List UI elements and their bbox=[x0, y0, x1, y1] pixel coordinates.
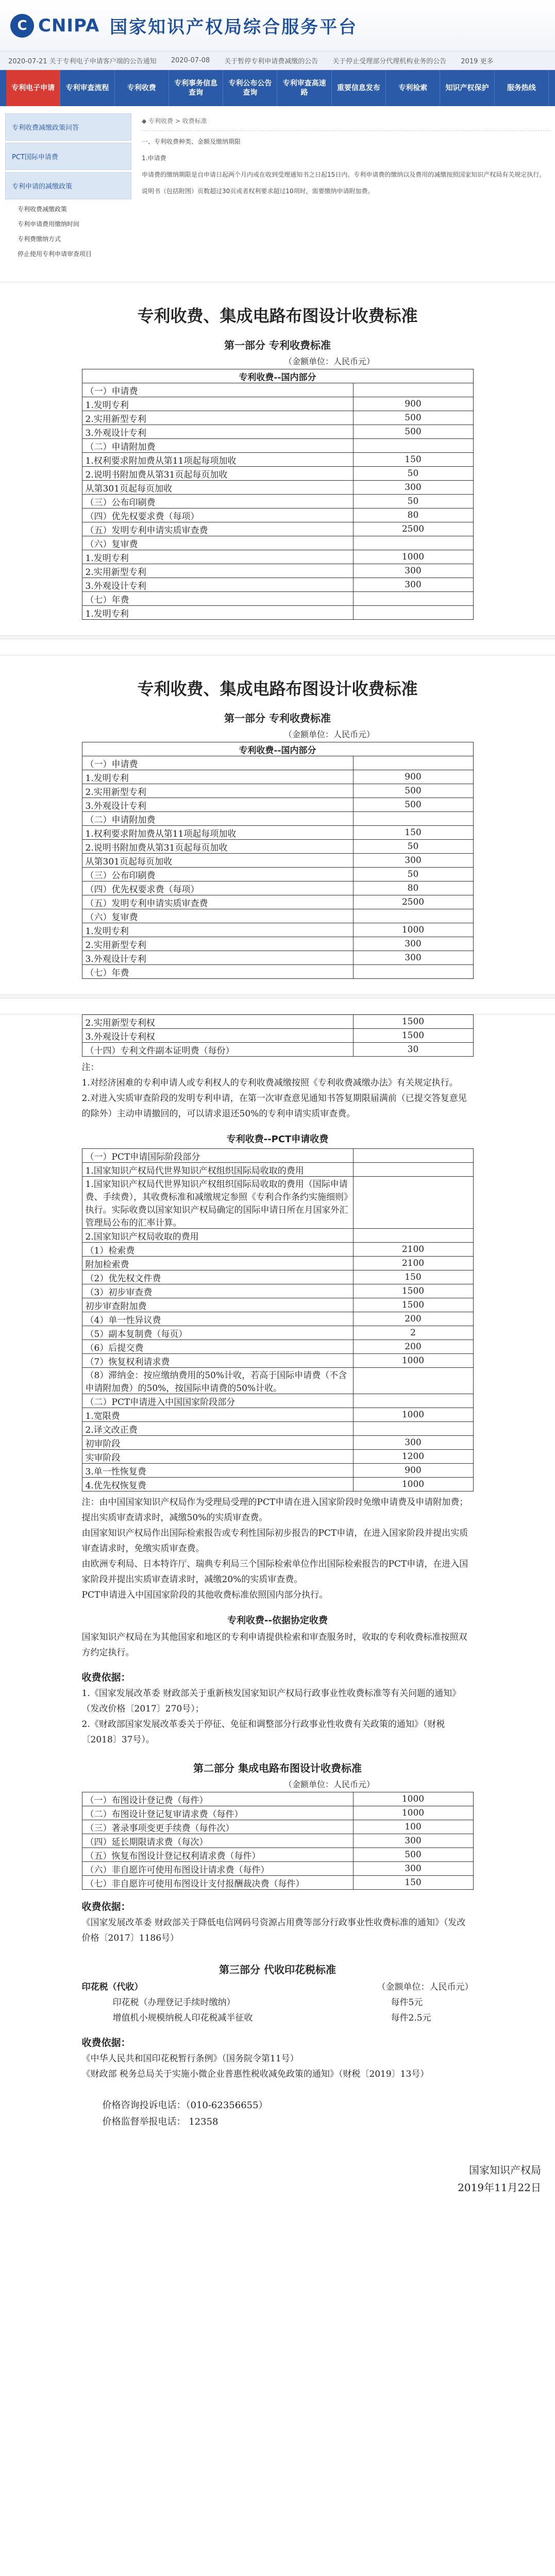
fee-item-cell: （四）优先权要求费（每项） bbox=[82, 509, 353, 522]
nav-item-pph[interactable]: 专利审查高速路 bbox=[277, 70, 331, 106]
table-row bbox=[82, 1464, 473, 1478]
table-row bbox=[82, 1368, 473, 1394]
site-logo[interactable] bbox=[10, 14, 110, 38]
fee-amount-cell: 100 bbox=[353, 1820, 473, 1834]
content-layout bbox=[0, 106, 555, 261]
fee-item-cell: （七）年费 bbox=[82, 592, 353, 606]
complaint-phone: 价格咨询投诉电话：（010-62356655） bbox=[102, 2100, 268, 2111]
news-item[interactable]: 关于暂停专利申请费减缴的公告 bbox=[224, 58, 318, 65]
sidebar bbox=[5, 113, 131, 261]
table-row bbox=[82, 439, 473, 453]
table-row bbox=[82, 1149, 473, 1163]
table-row bbox=[82, 1229, 473, 1243]
tax-title: 印花税（代收） bbox=[81, 1982, 143, 1992]
note-line: PCT申请进入中国国家阶段的其他收费标准依照国内部分执行。 bbox=[81, 1590, 328, 1600]
fee-item-cell: （三）公布印刷费 bbox=[82, 868, 353, 882]
nav-item-search[interactable]: 专利检索 bbox=[386, 70, 440, 106]
nav-item-protection[interactable]: 知识产权保护 bbox=[440, 70, 494, 106]
nav-item-review-process[interactable]: 专利审查流程 bbox=[60, 70, 114, 106]
fee-amount-cell: 300 bbox=[353, 1436, 473, 1450]
fee-item-cell: （四）优先权要求费（每项） bbox=[82, 882, 353, 895]
note-line: 由国家知识产权局作出国际检索报告或专利性国际初步报告的PCT申请，在进入国家阶段并提出实质审查请求时，免缴实质审查费。 bbox=[81, 1528, 468, 1554]
table-row bbox=[82, 1876, 473, 1890]
fee-amount-cell bbox=[353, 1394, 473, 1408]
table-row bbox=[82, 1029, 473, 1043]
table-row bbox=[82, 592, 473, 606]
fee-amount-cell bbox=[353, 909, 473, 923]
fee-amount-cell: 500 bbox=[353, 425, 473, 439]
intro-paragraph: 说明书（包括附图）页数超过30页或者权利要求超过10项时，需要缴纳申请附加费。 bbox=[142, 188, 374, 195]
basis-list bbox=[82, 1686, 474, 1748]
fee-table bbox=[82, 1014, 474, 1057]
fee-item-cell: （二）布图设计登记复审请求费（每件） bbox=[82, 1806, 353, 1820]
fee-item-cell: （六）复审费 bbox=[82, 909, 353, 923]
fee-amount-cell bbox=[353, 439, 473, 453]
basis-title: 收费依据： bbox=[81, 1672, 131, 1683]
table-row bbox=[82, 1862, 473, 1876]
table-row bbox=[82, 1163, 473, 1177]
fee-amount-cell: 30 bbox=[353, 1043, 473, 1057]
nav-item-info-query[interactable]: 专利事务信息查询 bbox=[169, 70, 223, 106]
table-header-cell: 专利收费--国内部分 bbox=[82, 742, 473, 756]
main-content bbox=[131, 113, 550, 261]
issue-date: 2019年11月22日 bbox=[458, 2181, 541, 2194]
fee-item-cell: 3.单一性恢复费 bbox=[82, 1464, 353, 1478]
fee-amount-cell: 50 bbox=[353, 868, 473, 882]
table-row bbox=[82, 1422, 473, 1436]
fee-amount-cell: 300 bbox=[353, 1834, 473, 1848]
fee-item-cell: 附加检索费 bbox=[82, 1257, 353, 1270]
table-row bbox=[82, 784, 473, 798]
fee-amount-cell: 1500 bbox=[353, 1029, 473, 1043]
nav-item-notices[interactable]: 重要信息发布 bbox=[332, 70, 386, 106]
fee-amount-cell: 2100 bbox=[353, 1243, 473, 1257]
fee-amount-cell: 150 bbox=[353, 1270, 473, 1284]
fee-amount-cell: 1000 bbox=[353, 1408, 473, 1422]
ic-basis: 《国家发展改革委 财政部关于降低电信网码号资源占用费等部分行政事业性收费标准的通知》（发改价格〔2017〕1186号） bbox=[81, 1918, 466, 1943]
fee-item-cell: （3）初步审查费 bbox=[82, 1284, 353, 1298]
fee-amount-cell bbox=[353, 1177, 473, 1229]
fee-item-cell: （8）滞纳金：按应缴纳费用的50%计收，若高于国际申请费（不含申请附加费）的50%，按国际申请费的50%计收。 bbox=[82, 1368, 353, 1394]
table-row bbox=[82, 1820, 473, 1834]
fee-item-cell: 1.国家知识产权局代世界知识产权组织国际局收取的费用 bbox=[82, 1163, 353, 1177]
table-row bbox=[82, 826, 473, 840]
fee-item-cell: 1.发明专利 bbox=[82, 397, 353, 411]
sidebar-item-fee-qa[interactable]: 专利收费减缴政策问答 bbox=[5, 113, 131, 141]
signature-block bbox=[77, 2161, 541, 2196]
table-row bbox=[82, 453, 473, 467]
table-row bbox=[82, 965, 473, 979]
table-row bbox=[82, 1312, 473, 1326]
news-item[interactable]: 2019 更多 bbox=[461, 58, 494, 65]
fee-amount-cell bbox=[353, 1163, 473, 1177]
fee-item-cell: 3.外观设计专利 bbox=[82, 425, 353, 439]
fee-item-cell: （六）复审费 bbox=[82, 536, 353, 550]
fee-amount-cell: 300 bbox=[353, 578, 473, 592]
fee-amount-cell: 1500 bbox=[353, 1298, 473, 1312]
fee-item-cell: （4）单一性异议费 bbox=[82, 1312, 353, 1326]
currency-unit: （金额单位：人民币元） bbox=[283, 730, 375, 739]
fee-amount-cell: 150 bbox=[353, 453, 473, 467]
fee-item-cell: 初步审查附加费 bbox=[82, 1298, 353, 1312]
site-header bbox=[0, 0, 555, 52]
table-row bbox=[82, 1043, 473, 1057]
fee-item-cell: 1.发明专利 bbox=[82, 770, 353, 784]
fee-item-cell: 1.发明专利 bbox=[82, 606, 353, 620]
section-divider bbox=[0, 994, 555, 998]
table-row bbox=[82, 895, 473, 909]
table-row bbox=[82, 1834, 473, 1848]
table-row bbox=[82, 481, 473, 495]
fee-item-cell: 2.译文改正费 bbox=[82, 1422, 353, 1436]
fee-amount-cell: 500 bbox=[353, 411, 473, 425]
sidebar-subitem[interactable]: 停止使用专利申请审查项目 bbox=[18, 250, 92, 258]
note-line: 注：由中国国家知识产权局作为受理局受理的PCT申请在进入国家阶段时免缴申请费及申请附加费；提出实质审查请求时，减缴50%的实质审查费。 bbox=[81, 1497, 468, 1523]
news-item[interactable]: 2020-07-21 关于专利电子申请客户端的公告通知 bbox=[8, 58, 157, 65]
table-row bbox=[82, 1326, 473, 1340]
fee-document-2 bbox=[0, 655, 555, 979]
fee-item-cell: 2.实用新型专利权 bbox=[82, 1015, 353, 1029]
table-row bbox=[82, 770, 473, 784]
table-header-row bbox=[82, 369, 473, 383]
fee-item-cell: 1.发明专利 bbox=[82, 923, 353, 937]
fee-amount-cell: 900 bbox=[353, 770, 473, 784]
table-row bbox=[82, 1015, 473, 1029]
main-nav bbox=[0, 70, 555, 106]
table-row bbox=[82, 1340, 473, 1354]
fee-amount-cell bbox=[353, 1368, 473, 1394]
ic-fee-table bbox=[82, 1792, 474, 1890]
fee-item-cell: （一）PCT申请国际阶段部分 bbox=[82, 1149, 353, 1163]
news-item[interactable]: 关于停止受理部分代理机构业务的公告 bbox=[332, 58, 447, 65]
table-row bbox=[82, 509, 473, 522]
issuing-org: 国家知识产权局 bbox=[469, 2164, 541, 2176]
table-row bbox=[82, 564, 473, 578]
table-row bbox=[82, 1257, 473, 1270]
table-row bbox=[82, 1394, 473, 1408]
table-row bbox=[82, 550, 473, 564]
table-header-row bbox=[82, 742, 473, 756]
table-row bbox=[82, 467, 473, 481]
fee-item-cell: 2.国家知识产权局收取的费用 bbox=[82, 1229, 353, 1243]
fee-document-3 bbox=[0, 1014, 555, 2196]
sidebar-subitem[interactable]: 专利申请费用缴纳时间 bbox=[18, 221, 80, 228]
fee-notes bbox=[82, 1060, 474, 1122]
fee-amount-cell: 200 bbox=[353, 1312, 473, 1326]
table-row bbox=[82, 840, 473, 854]
fee-item-cell: 2.说明书附加费从第31页起每页加收 bbox=[82, 840, 353, 854]
basis-item: 1.《国家发展改革委 财政部关于重新核发国家知识产权局行政事业性收费标准等有关问题的通知》（发改价格〔2017〕270号）； bbox=[81, 1688, 461, 1714]
fee-item-cell: 2.说明书附加费从第31页起每页加收 bbox=[82, 467, 353, 481]
document-title: 专利收费、集成电路布图设计收费标准 bbox=[137, 679, 418, 699]
pct-fee-table bbox=[82, 1148, 474, 1492]
fee-item-cell: （五）发明专利申请实质审查费 bbox=[82, 522, 353, 536]
table-row bbox=[82, 578, 473, 592]
intro-text bbox=[142, 136, 550, 197]
fee-amount-cell bbox=[353, 606, 473, 620]
fee-amount-cell: 300 bbox=[353, 951, 473, 965]
tax-item-amount: 每件2.5元 bbox=[391, 2013, 431, 2023]
fee-item-cell: （一）申请费 bbox=[82, 383, 353, 397]
fee-amount-cell: 2500 bbox=[353, 895, 473, 909]
fee-amount-cell: 50 bbox=[353, 467, 473, 481]
fee-item-cell: （二）PCT申请进入中国国家阶段部分 bbox=[82, 1394, 353, 1408]
fee-item-cell: （十四）专利文件副本证明费（每份） bbox=[82, 1043, 353, 1057]
fee-item-cell: （六）非自愿许可使用布图设计请求费（每件） bbox=[82, 1862, 353, 1876]
part-title: 第一部分 专利收费标准 bbox=[224, 339, 331, 351]
currency-unit: （金额单位：人民币元） bbox=[283, 357, 375, 366]
fee-item-cell: 初审阶段 bbox=[82, 1436, 353, 1450]
basis-item: 《财政部 税务总局关于实施小微企业普惠性税收减免政策的通知》（财税〔2019〕13号） bbox=[81, 2069, 429, 2079]
fee-item-cell: （三）著录事项变更手续费（每件次） bbox=[82, 1820, 353, 1834]
fee-item-cell: 实审阶段 bbox=[82, 1450, 353, 1464]
fee-item-cell: 2.实用新型专利 bbox=[82, 937, 353, 951]
logo-mark-icon: C bbox=[10, 14, 34, 38]
news-item[interactable]: 2020-07-08 bbox=[171, 57, 210, 64]
tax-header bbox=[82, 1979, 474, 1995]
table-row bbox=[82, 425, 473, 439]
note-line: 由欧洲专利局、日本特许厅、瑞典专利局三个国际检索单位作出国际检索报告的PCT申请，在进入国家阶段并提出实质审查请求时，减缴20%的实质审查费。 bbox=[81, 1559, 468, 1585]
fee-amount-cell: 80 bbox=[353, 509, 473, 522]
fee-item-cell: 从第301页起每页加收 bbox=[82, 854, 353, 868]
table-row bbox=[82, 868, 473, 882]
fee-item-cell: （2）优先权文件费 bbox=[82, 1270, 353, 1284]
sidebar-subitem[interactable]: 专利费缴纳方式 bbox=[18, 235, 61, 243]
table-row bbox=[82, 937, 473, 951]
fee-item-cell: 2.实用新型专利 bbox=[82, 784, 353, 798]
news-ticker bbox=[0, 52, 555, 70]
table-row bbox=[82, 1177, 473, 1229]
fee-item-cell: （5）副本复制费（每页） bbox=[82, 1326, 353, 1340]
fee-amount-cell: 2 bbox=[353, 1326, 473, 1340]
sidebar-item-pct-fee[interactable]: PCT国际申请费 bbox=[5, 143, 131, 170]
fee-amount-cell bbox=[353, 812, 473, 826]
intro-paragraph: 申请费的缴纳期限是自申请日起两个月内或在收到受理通知书之日起15日内。专利申请费的缴纳以及费用的减缴按照国家知识产权局有关规定执行。 bbox=[142, 171, 546, 178]
note-line: 2.对进入实质审查阶段的发明专利申请，在第一次审查意见通知书答复期限届满前（已提交答复意见的除外）主动申请撤回的，可以请求退还50%的专利申请实质审查费。 bbox=[81, 1093, 467, 1119]
fee-table bbox=[82, 742, 474, 979]
fee-item-cell: （7）恢复权利请求费 bbox=[82, 1354, 353, 1368]
table-row bbox=[82, 909, 473, 923]
fee-item-cell: 1.权利要求附加费从第11项起每项加收 bbox=[82, 826, 353, 840]
part-title: 第一部分 专利收费标准 bbox=[224, 712, 331, 724]
fee-amount-cell: 300 bbox=[353, 854, 473, 868]
fee-item-cell: （二）申请附加费 bbox=[82, 812, 353, 826]
currency-unit: （金额单位：人民币元） bbox=[283, 1780, 375, 1789]
table-row bbox=[82, 1450, 473, 1464]
tax-item bbox=[82, 2010, 474, 2026]
table-row bbox=[82, 411, 473, 425]
fee-item-cell: 1.国家知识产权局代世界知识产权组织国际局收取的费用（国际申请费、手续费），其收费标准和减缴规定参照《专利合作条约实施细则》执行。实际收费以国家知识产权局确定的国际申请日所在月国家外汇管理局公布的汇率计算。 bbox=[82, 1177, 353, 1229]
contact-info bbox=[103, 2097, 453, 2130]
fee-item-cell: 3.外观设计专利 bbox=[82, 951, 353, 965]
basis-item: 2.《财政部国家发展改革委关于停征、免征和调整部分行政事业性收费有关政策的通知》（财税〔2018〕37号）。 bbox=[81, 1719, 445, 1745]
fee-amount-cell: 500 bbox=[353, 798, 473, 812]
table-row bbox=[82, 812, 473, 826]
table-row bbox=[82, 951, 473, 965]
table-row bbox=[82, 606, 473, 620]
fee-amount-cell bbox=[353, 1422, 473, 1436]
table-row bbox=[82, 536, 473, 550]
fee-item-cell: 从第301页起每页加收 bbox=[82, 481, 353, 495]
fee-amount-cell: 1000 bbox=[353, 1354, 473, 1368]
table-row bbox=[82, 798, 473, 812]
fee-amount-cell: 900 bbox=[353, 397, 473, 411]
fee-amount-cell bbox=[353, 965, 473, 979]
table-row bbox=[82, 1270, 473, 1284]
table-row bbox=[82, 1792, 473, 1806]
note-line: 注： bbox=[81, 1062, 99, 1073]
fee-item-cell: 4.优先权恢复费 bbox=[82, 1478, 353, 1492]
fee-amount-cell: 1500 bbox=[353, 1015, 473, 1029]
logo-text: CNIPA bbox=[38, 15, 100, 36]
section-divider bbox=[0, 635, 555, 639]
intro-paragraph: 一、专利收费种类、金额及缴纳期限 bbox=[142, 138, 241, 145]
fee-item-cell: （一）申请费 bbox=[82, 756, 353, 770]
report-phone: 价格监督举报电话： 12358 bbox=[102, 2116, 218, 2127]
table-row bbox=[82, 1848, 473, 1862]
fee-amount-cell: 1000 bbox=[353, 1478, 473, 1492]
fee-amount-cell: 1000 bbox=[353, 923, 473, 937]
table-row bbox=[82, 882, 473, 895]
table-row bbox=[82, 522, 473, 536]
fee-item-cell: （三）公布印刷费 bbox=[82, 495, 353, 509]
fee-amount-cell bbox=[353, 1149, 473, 1163]
fee-amount-cell: 200 bbox=[353, 1340, 473, 1354]
table-row bbox=[82, 495, 473, 509]
table-row bbox=[82, 1806, 473, 1820]
nav-item-hotline[interactable]: 服务热线 bbox=[495, 70, 549, 106]
fee-amount-cell: 300 bbox=[353, 937, 473, 951]
fee-amount-cell: 300 bbox=[353, 564, 473, 578]
tax-basis-title: 收费依据： bbox=[81, 2037, 131, 2048]
fee-amount-cell: 300 bbox=[353, 1862, 473, 1876]
fee-amount-cell bbox=[353, 1229, 473, 1243]
table-row bbox=[82, 1408, 473, 1422]
fee-item-cell: 1.权利要求附加费从第11项起每项加收 bbox=[82, 453, 353, 467]
fee-table bbox=[82, 369, 474, 620]
fee-item-cell: 3.外观设计专利 bbox=[82, 578, 353, 592]
basis-item: 《中华人民共和国印花税暂行条例》（国务院令第11号） bbox=[81, 2054, 299, 2064]
fee-amount-cell: 50 bbox=[353, 840, 473, 854]
fee-item-cell: 3.外观设计专利 bbox=[82, 798, 353, 812]
note-line: 1.对经济困难的专利申请人或专利权人的专利收费减缴按照《专利收费减缴办法》有关规定执行。 bbox=[81, 1078, 458, 1088]
table-row bbox=[82, 397, 473, 411]
table-row bbox=[82, 1354, 473, 1368]
fee-amount-cell bbox=[353, 536, 473, 550]
sidebar-subitem[interactable]: 专利收费减缴政策 bbox=[18, 206, 68, 213]
fee-amount-cell: 1000 bbox=[353, 1792, 473, 1806]
table-row bbox=[82, 383, 473, 397]
fee-document-1 bbox=[0, 282, 555, 620]
tax-item bbox=[82, 1995, 474, 2010]
ic-part-title: 第二部分 集成电路布图设计收费标准 bbox=[193, 1762, 362, 1774]
table-row bbox=[82, 756, 473, 770]
tax-basis bbox=[82, 2051, 474, 2082]
document-title: 专利收费、集成电路布图设计收费标准 bbox=[137, 306, 418, 326]
fee-item-cell: 1.宽限费 bbox=[82, 1408, 353, 1422]
fee-amount-cell: 500 bbox=[353, 1848, 473, 1862]
fee-amount-cell: 50 bbox=[353, 495, 473, 509]
fee-amount-cell: 300 bbox=[353, 481, 473, 495]
fee-item-cell: （五）发明专利申请实质审查费 bbox=[82, 895, 353, 909]
fee-amount-cell: 500 bbox=[353, 784, 473, 798]
fee-item-cell: （二）申请附加费 bbox=[82, 439, 353, 453]
site-title: 国家知识产权局综合服务平台 bbox=[110, 17, 358, 38]
tax-item-label: 印花税（办理登记手续时缴纳） bbox=[112, 1997, 236, 2008]
agreement-text: 国家知识产权局在为其他国家和地区的专利申请提供检索和审查服务时，收取的专利收费标准按照双方约定执行。 bbox=[81, 1632, 467, 1658]
ic-basis-title: 收费依据： bbox=[81, 1901, 131, 1912]
fee-amount-cell bbox=[353, 383, 473, 397]
table-header-cell: 专利收费--国内部分 bbox=[82, 369, 473, 383]
fee-item-cell: （1）检索费 bbox=[82, 1243, 353, 1257]
fee-amount-cell: 80 bbox=[353, 882, 473, 895]
tax-item-amount: 每件5元 bbox=[391, 1997, 423, 2008]
breadcrumb: ◆ 专利收费 > 收费标准 bbox=[142, 113, 550, 131]
pct-notes bbox=[82, 1495, 474, 1603]
fee-amount-cell: 2500 bbox=[353, 522, 473, 536]
fee-amount-cell: 2100 bbox=[353, 1257, 473, 1270]
intro-paragraph: 1.申请费 bbox=[142, 155, 166, 162]
nav-item-e-filing[interactable]: 专利电子申请 bbox=[6, 70, 60, 106]
tax-part-title: 第三部分 代收印花税标准 bbox=[219, 1963, 336, 1976]
table-row bbox=[82, 923, 473, 937]
table-row bbox=[82, 854, 473, 868]
fee-amount-cell: 150 bbox=[353, 1876, 473, 1890]
table-row bbox=[82, 1284, 473, 1298]
fee-amount-cell bbox=[353, 756, 473, 770]
fee-item-cell: （6）后提交费 bbox=[82, 1340, 353, 1354]
nav-item-fees[interactable]: 专利收费 bbox=[115, 70, 169, 106]
fee-amount-cell bbox=[353, 592, 473, 606]
fee-amount-cell: 1500 bbox=[353, 1284, 473, 1298]
fee-item-cell: （七）非自愿许可使用布图设计支付报酬裁决费（每件） bbox=[82, 1876, 353, 1890]
fee-item-cell: （一）布图设计登记费（每件） bbox=[82, 1792, 353, 1806]
fee-amount-cell: 150 bbox=[353, 826, 473, 840]
fee-item-cell: 1.发明专利 bbox=[82, 550, 353, 564]
nav-item-publication[interactable]: 专利公布公告查询 bbox=[223, 70, 277, 106]
table-row bbox=[82, 1436, 473, 1450]
table-row bbox=[82, 1243, 473, 1257]
agreement-section-title: 专利收费--依据协定收费 bbox=[227, 1615, 328, 1626]
fee-amount-cell: 1000 bbox=[353, 1806, 473, 1820]
fee-item-cell: （七）年费 bbox=[82, 965, 353, 979]
fee-amount-cell: 1200 bbox=[353, 1450, 473, 1464]
table-row bbox=[82, 1298, 473, 1312]
currency-unit: （金额单位：人民币元） bbox=[377, 1982, 474, 1992]
fee-item-cell: 2.实用新型专利 bbox=[82, 411, 353, 425]
fee-item-cell: 2.实用新型专利 bbox=[82, 564, 353, 578]
sidebar-item-reduction[interactable]: 专利申请的减缴政策 bbox=[5, 172, 131, 199]
table-row bbox=[82, 1478, 473, 1492]
fee-item-cell: （五）恢复布图设计登记权利请求费（每件） bbox=[82, 1848, 353, 1862]
pct-section-title: 专利收费--PCT申请收费 bbox=[226, 1134, 329, 1145]
fee-amount-cell: 1000 bbox=[353, 550, 473, 564]
fee-item-cell: 3.外观设计专利权 bbox=[82, 1029, 353, 1043]
fee-amount-cell: 900 bbox=[353, 1464, 473, 1478]
tax-item-label: 增值机小规模纳税人印花税减半征收 bbox=[112, 2013, 253, 2023]
fee-item-cell: （四）延长期限请求费（每次） bbox=[82, 1834, 353, 1848]
